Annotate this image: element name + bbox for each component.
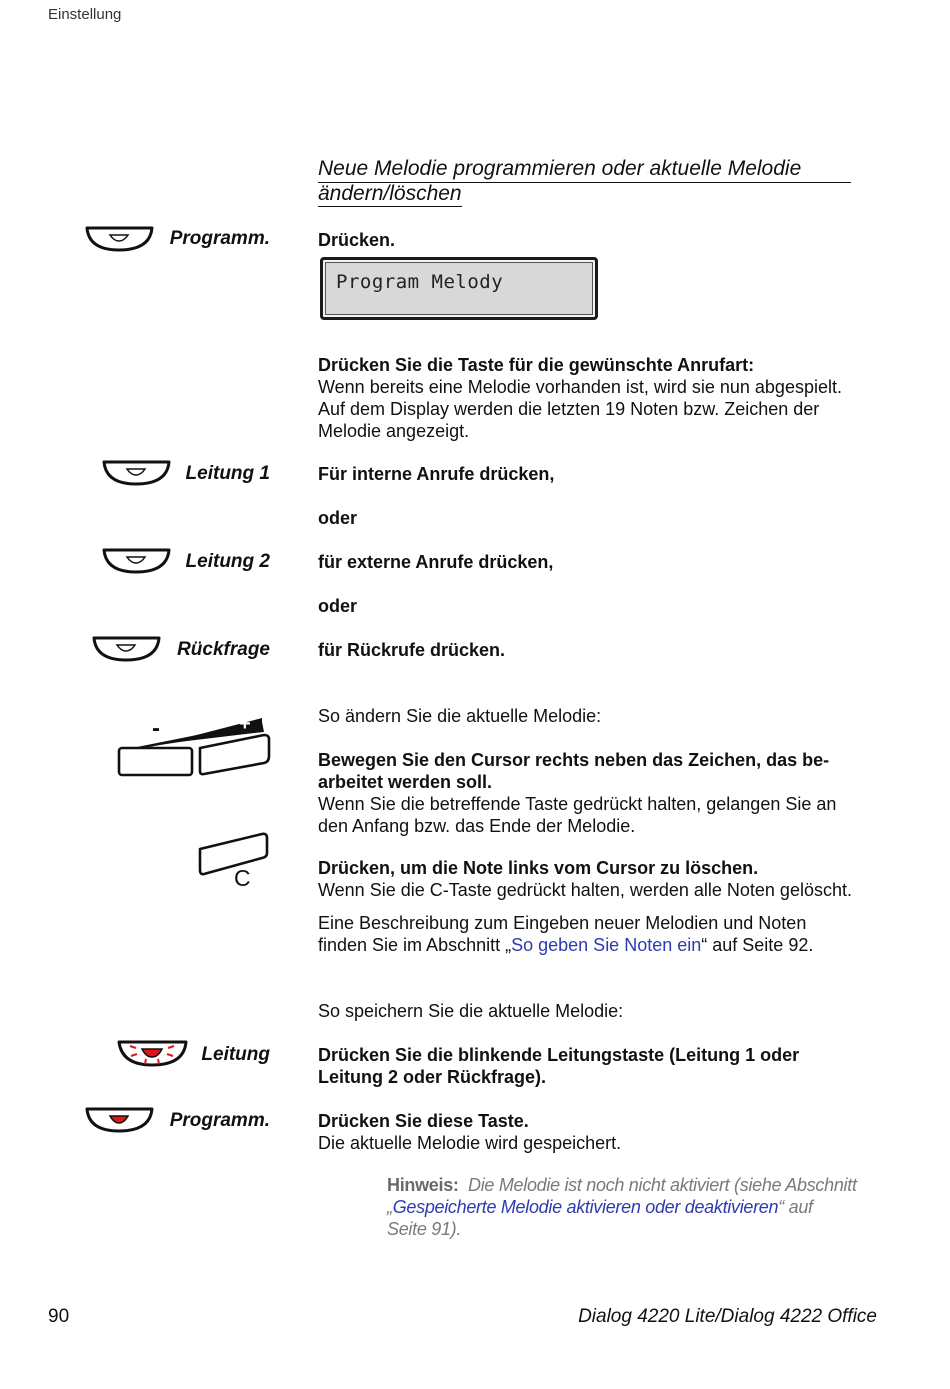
page-number: 90 — [48, 1306, 70, 1327]
delete-block — [318, 857, 888, 901]
softkey-icon[interactable] — [84, 224, 156, 254]
link-melodie-aktivieren[interactable]: Gespeicherte Melodie aktivieren oder deaktivieren — [392, 1197, 779, 1217]
link-noten-eingeben[interactable]: So geben Sie Noten ein — [511, 935, 702, 955]
oder-2: oder — [318, 596, 358, 616]
cursor-block — [318, 749, 888, 837]
cursor-keys-icon[interactable] — [112, 708, 277, 780]
program-key-lit-icon[interactable] — [84, 1105, 156, 1135]
section-title-line1: Neue Melodie programmieren oder aktuelle Melodie — [318, 157, 802, 180]
volume-minus-symbol: - — [152, 715, 160, 742]
step-callback: für Rückrufe drücken. — [318, 640, 506, 660]
save-intro: So speichern Sie die aktuelle Melodie: — [318, 1001, 624, 1021]
change-intro: So ändern Sie die aktuelle Melodie: — [318, 706, 602, 726]
cursor-line2: den Anfang bzw. das Ende der Melodie. — [318, 816, 636, 836]
section-title — [318, 156, 851, 183]
delete-heading: Drücken, um die Note links vom Cursor zu löschen. — [318, 858, 759, 878]
step-external: für externe Anrufe drücken, — [318, 552, 554, 572]
key-label-leitung-2: Leitung 2 — [185, 551, 270, 572]
hint-line3: Seite 91). — [387, 1219, 462, 1239]
key-label-leitung: Leitung — [201, 1044, 270, 1065]
running-header: Einstellung — [48, 6, 122, 23]
save-heading: Drücken Sie diese Taste. — [318, 1111, 529, 1131]
call-type-line1: Wenn bereits eine Melodie vorhanden ist, wird sie nun abgespielt. — [318, 377, 842, 397]
hint-line2-suffix: “ auf — [778, 1197, 813, 1217]
section-title-line2: ändern/löschen — [318, 182, 462, 205]
saved-line: Die aktuelle Melodie wird gespeichert. — [318, 1133, 622, 1153]
key-label-programm-2: Programm. — [169, 1110, 270, 1131]
blink-line2: Leitung 2 oder Rückfrage). — [318, 1067, 547, 1087]
save-block — [318, 1110, 888, 1154]
call-type-line2: Auf dem Display werden die letzten 19 Noten bzw. Zeichen der — [318, 399, 820, 419]
cursor-line1: Wenn Sie die betreffende Taste gedrückt halten, gelangen Sie an — [318, 794, 837, 814]
hint-line1: Die Melodie ist noch nicht aktiviert (siehe Abschnitt — [468, 1175, 857, 1195]
cursor-heading-line2: arbeitet werden soll. — [318, 772, 493, 792]
product-name: Dialog 4220 Lite/Dialog 4222 Office — [578, 1306, 877, 1327]
describe-line2 — [318, 934, 888, 956]
hint-label: Hinweis: — [387, 1175, 459, 1195]
cursor-heading-line1: Bewegen Sie den Cursor rechts neben das Zeichen, das be- — [318, 750, 830, 770]
oder-1: oder — [318, 508, 358, 528]
hint-note — [387, 1174, 887, 1240]
key-label-programm: Programm. — [169, 228, 270, 249]
step-internal: Für interne Anrufe drücken, — [318, 464, 555, 484]
blink-line1: Drücken Sie die blinkende Leitungstaste (Leitung 1 oder — [318, 1045, 800, 1065]
c-key-label: C — [234, 865, 251, 891]
phone-display — [320, 257, 598, 320]
describe-suffix: “ auf Seite 92. — [701, 935, 814, 955]
describe-block — [318, 912, 888, 956]
key-label-rueckfrage: Rückfrage — [177, 639, 270, 660]
volume-plus-symbol: + — [239, 713, 251, 735]
step-druecken: Drücken. — [318, 230, 396, 250]
call-type-line3: Melodie angezeigt. — [318, 421, 470, 441]
call-type-block — [318, 354, 888, 442]
key-label-leitung-1: Leitung 1 — [185, 463, 270, 484]
display-text: Program Melody — [336, 271, 504, 293]
call-type-heading: Drücken Sie die Taste für die gewünschte Anrufart: — [318, 355, 755, 375]
hint-line2-prefix: „ — [387, 1197, 393, 1217]
describe-prefix: finden Sie im Abschnitt „ — [318, 935, 512, 955]
blink-block — [318, 1044, 888, 1088]
delete-line: Wenn Sie die C-Taste gedrückt halten, werden alle Noten gelöscht. — [318, 880, 852, 900]
describe-line1: Eine Beschreibung zum Eingeben neuer Melodien und Noten — [318, 913, 807, 933]
